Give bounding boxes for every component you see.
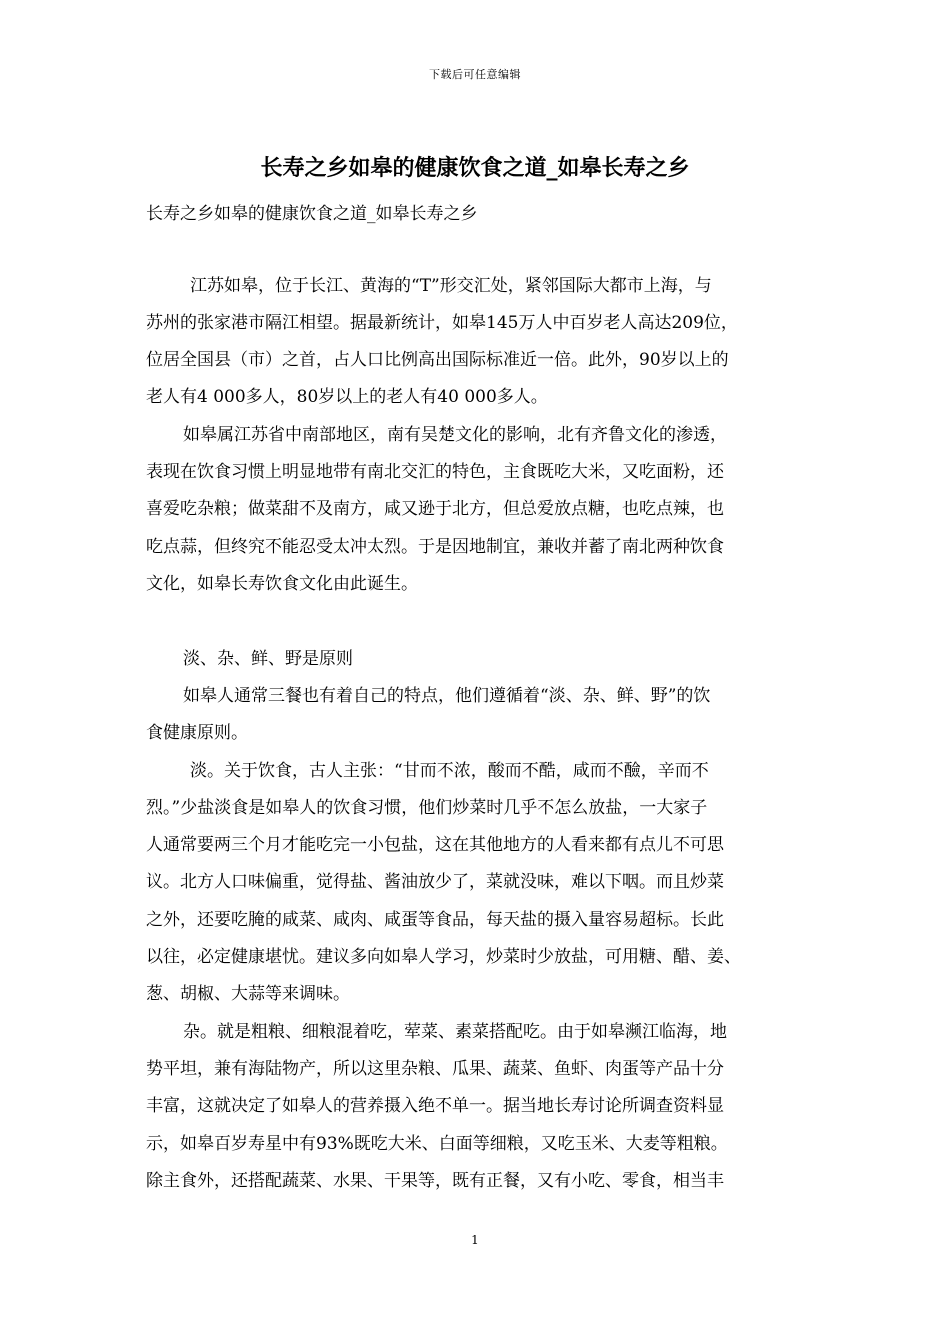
paragraph-4-line-1: 淡。关于饮食，古人主张：“甘而不浓，酸而不酷，咸而不醶，辛而不 [190,761,709,781]
paragraph-2-line-3: 喜爱吃杂粮；做菜甜不及南方，咸又逊于北方，但总爱放点糖，也吃点辣，也 [146,499,724,519]
paragraph-2-line-2: 表现在饮食习惯上明显地带有南北交汇的特色，主食既吃大米，又吃面粉，还 [146,462,724,482]
paragraph-4-line-3: 人通常要两三个月才能吃完一小包盐，这在其他地方的人看来都有点儿不可思 [146,835,724,855]
paragraph-5-line-2: 势平坦，兼有海陆物产，所以这里杂粮、瓜果、蔬菜、鱼虾、肉蛋等产品十分 [146,1059,724,1079]
paragraph-1-line-4: 老人有4 000多人，80岁以上的老人有40 000多人。 [146,387,548,407]
paragraph-2-line-4: 吃点蒜，但终究不能忍受太冲太烈。于是因地制宜，兼收并蓄了南北两种饮食 [146,537,724,557]
document-title: 长寿之乡如皋的健康饮食之道_如皋长寿之乡 [260,156,690,181]
page-number: 1 [471,1233,479,1247]
paragraph-3-line-2: 食健康原则。 [146,723,248,743]
document-subtitle: 长寿之乡如皋的健康饮食之道_如皋长寿之乡 [146,204,478,224]
paragraph-5-line-1: 杂。就是粗粮、细粮混着吃，荤菜、素菜搭配吃。由于如皋濒江临海，地 [183,1022,727,1042]
paragraph-4-line-5: 之外，还要吃腌的咸菜、咸肉、咸蛋等食品，每天盐的摄入量容易超标。长此 [146,910,724,930]
paragraph-4-line-2: 烈。”少盐淡食是如皋人的饮食习惯，他们炒菜时几乎不怎么放盐，一大家子 [146,798,708,818]
header-note: 下载后可任意编辑 [429,68,521,81]
section-heading: 淡、杂、鲜、野是原则 [183,649,353,669]
paragraph-1-line-3: 位居全国县（市）之首，占人口比例高出国际标准近一倍。此外，90岁以上的 [146,350,729,370]
paragraph-4-line-6: 以往，必定健康堪忧。建议多向如皋人学习，炒菜时少放盐，可用糖、醋、姜、 [146,947,741,967]
paragraph-5-line-3: 丰富，这就决定了如皋人的营养摄入绝不单一。据当地长寿讨论所调查资料显 [146,1096,724,1116]
paragraph-5-line-4: 示，如皋百岁寿星中有93%既吃大米、白面等细粮，又吃玉米、大麦等粗粮。 [146,1134,728,1154]
paragraph-1-line-1: 江苏如皋，位于长江、黄海的“T”形交汇处，紧邻国际大都市上海，与 [190,276,712,296]
paragraph-1-line-2: 苏州的张家港市隔江相望。据最新统计，如皋145万人中百岁老人高达209位， [146,313,738,333]
paragraph-2-line-1: 如皋属江苏省中南部地区，南有吴楚文化的影响，北有齐鲁文化的渗透， [183,425,727,445]
paragraph-2-line-5: 文化，如皋长寿饮食文化由此诞生。 [146,574,418,594]
paragraph-4-line-7: 葱、胡椒、大蒜等来调味。 [146,984,350,1004]
paragraph-5-line-5: 除主食外，还搭配蔬菜、水果、干果等，既有正餐，又有小吃、零食，相当丰 [146,1171,724,1191]
paragraph-4-line-4: 议。北方人口味偏重，觉得盐、酱油放少了，菜就没味，难以下咽。而且炒菜 [146,872,724,892]
paragraph-3-line-1: 如皋人通常三餐也有着自己的特点，他们遵循着“淡、杂、鲜、野”的饮 [183,686,711,706]
